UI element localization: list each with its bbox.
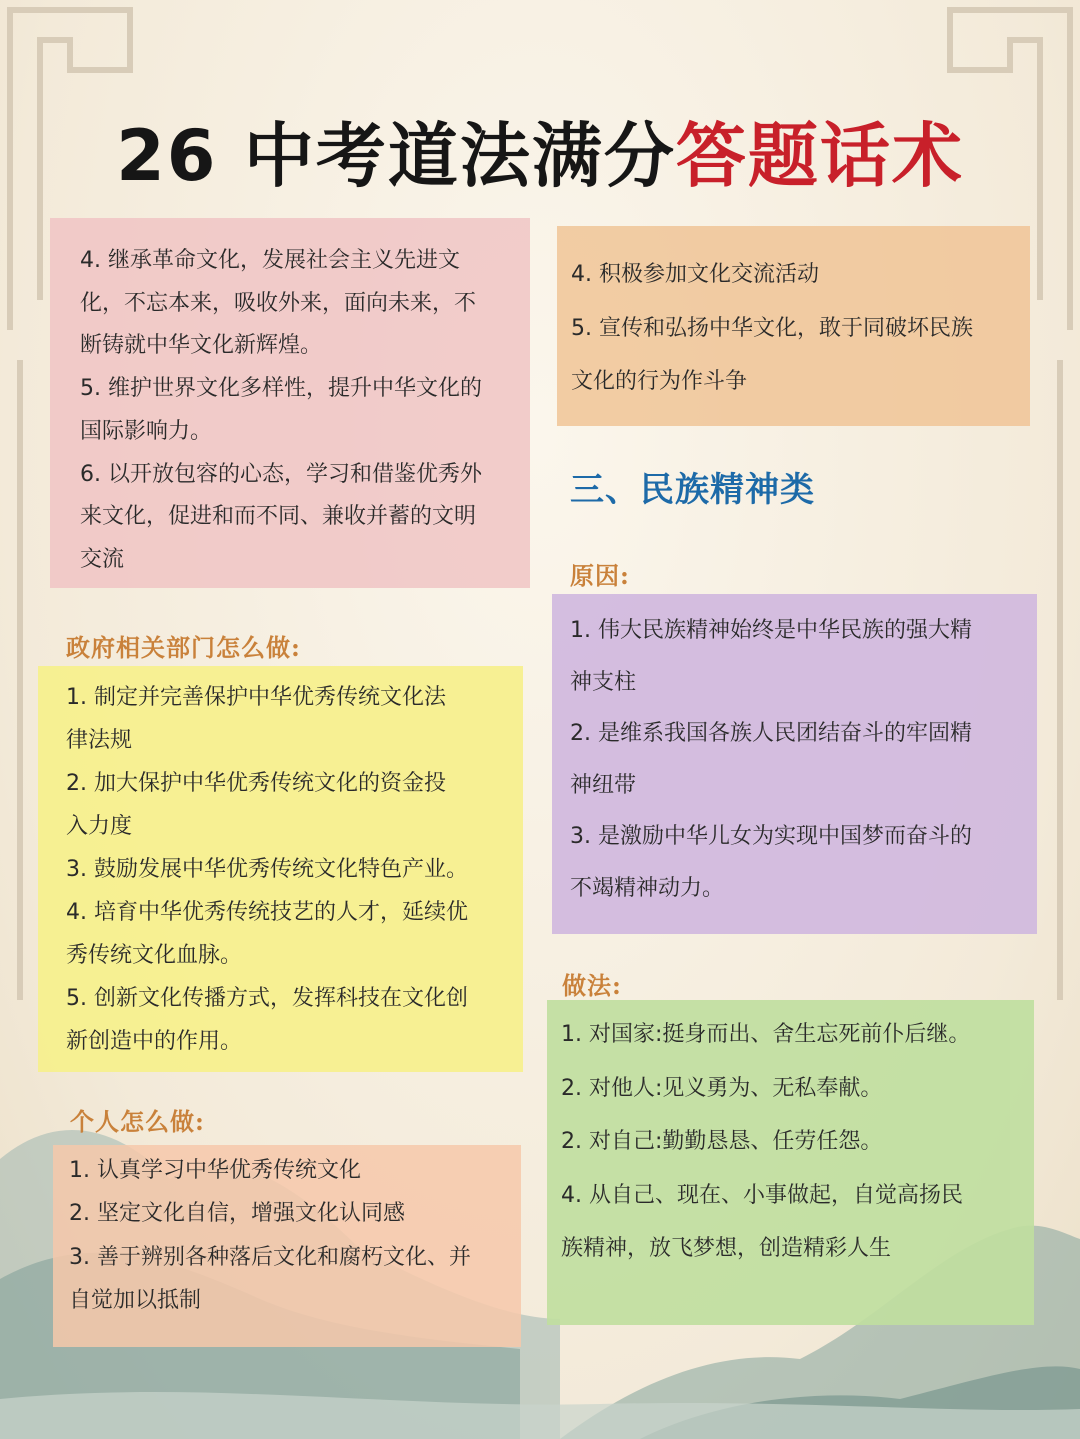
list-item: 1. 认真学习中华优秀传统文化	[69, 1158, 361, 1183]
list-item: 1. 制定并完善保护中华优秀传统文化法	[66, 685, 446, 710]
list-item: 3. 善于辨别各种落后文化和腐朽文化、并	[69, 1244, 471, 1270]
title-highlight: 答题话术	[675, 115, 964, 197]
personal-card	[53, 1145, 521, 1347]
list-item: 1. 对国家:挺身而出、舍生忘死前仆后继。	[561, 1022, 971, 1047]
list-item: 4. 积极参加文化交流活动	[571, 262, 819, 287]
method-heading: 做法:	[562, 971, 622, 1000]
reason-heading: 原因:	[570, 561, 630, 590]
list-item: 1. 伟大民族精神始终是中华民族的强大精	[570, 618, 972, 643]
list-item: 2. 对自己:勤勤恳恳、任劳任怨。	[561, 1129, 883, 1154]
list-item: 断铸就中华文化新辉煌。	[80, 333, 323, 359]
list-item: 新创造中的作用。	[66, 1029, 243, 1054]
culture-card-top-left	[50, 218, 530, 588]
method-card	[547, 1000, 1034, 1325]
list-item: 不竭精神动力。	[570, 875, 725, 901]
list-item: 国际影响力。	[80, 418, 213, 444]
list-item: 3. 鼓励发展中华优秀传统文化特色产业。	[66, 857, 468, 882]
personal-heading: 个人怎么做:	[70, 1107, 205, 1136]
list-item: 5. 创新文化传播方式，发挥科技在文化创	[66, 986, 468, 1011]
list-item: 神支柱	[570, 669, 637, 695]
list-item: 来文化，促进和而不同、兼收并蓄的文明	[80, 504, 477, 530]
page-title	[0, 100, 1080, 201]
title-main: 26 中考道法满分	[116, 115, 676, 197]
list-item: 化，不忘本来，吸收外来，面向未来，不	[80, 290, 477, 316]
list-item: 交流	[80, 546, 125, 572]
list-item: 入力度	[66, 814, 133, 839]
list-item: 2. 是维系我国各族人民团结奋斗的牢固精	[570, 721, 972, 746]
government-heading: 政府相关部门怎么做:	[66, 633, 301, 662]
list-item: 4. 继承革命文化，发展社会主义先进文	[80, 248, 460, 273]
list-item: 5. 维护世界文化多样性，提升中华文化的	[80, 376, 482, 402]
list-item: 律法规	[66, 728, 133, 753]
reason-card	[552, 594, 1037, 934]
list-item: 2. 坚定文化自信，增强文化认同感	[69, 1201, 405, 1227]
list-item: 2. 对他人:见义勇为、无私奉献。	[561, 1075, 883, 1101]
list-item: 2. 加大保护中华优秀传统文化的资金投	[66, 771, 446, 796]
list-item: 神纽带	[570, 772, 637, 798]
list-item: 4. 培育中华优秀传统技艺的人才，延续优	[66, 900, 468, 925]
culture-card-top-right	[557, 226, 1030, 426]
section-heading-national-spirit: 三、民族精神类	[570, 470, 815, 510]
list-item: 3. 是激励中华儿女为实现中国梦而奋斗的	[570, 824, 972, 849]
list-item: 秀传统文化血脉。	[66, 943, 243, 968]
list-item: 5. 宣传和弘扬中华文化，敢于同破坏民族	[571, 315, 973, 341]
list-item: 4. 从自己、现在、小事做起，自觉高扬民	[561, 1182, 963, 1208]
list-item: 自觉加以抵制	[69, 1287, 202, 1313]
list-item: 族精神，放飞梦想，创造精彩人生	[561, 1236, 892, 1261]
government-card	[38, 666, 523, 1072]
list-item: 文化的行为作斗争	[571, 369, 748, 394]
list-item: 6. 以开放包容的心态，学习和借鉴优秀外	[80, 461, 482, 487]
